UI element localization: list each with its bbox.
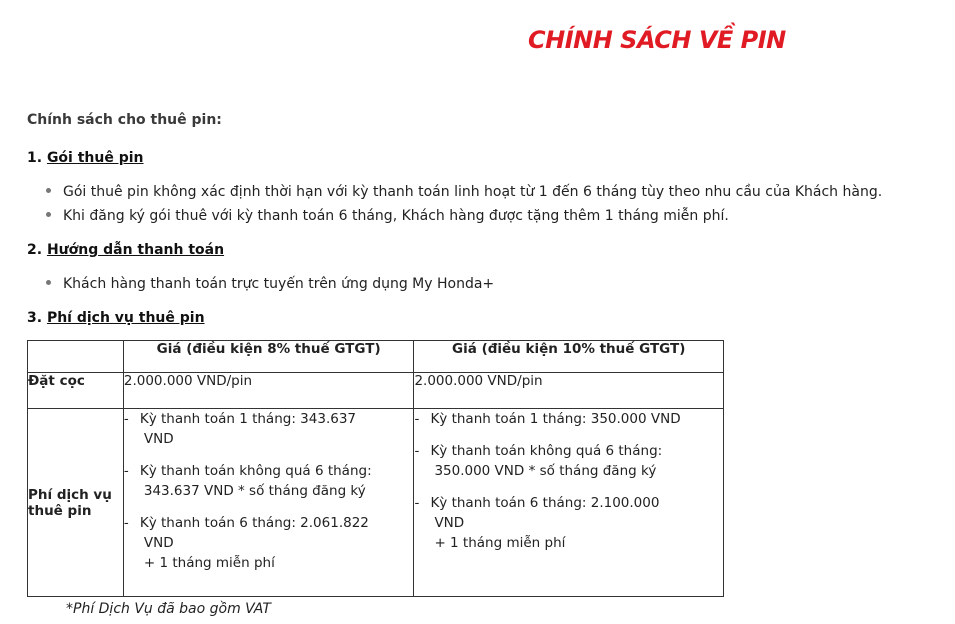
table-header-price-10: Giá (điều kiện 10% thuế GTGT) (414, 341, 724, 373)
fee-item-line1: Kỳ thanh toán 1 tháng: 343.637 (139, 411, 357, 427)
fee-item (414, 493, 723, 553)
fee-item-line1: Kỳ thanh toán không quá 6 tháng: (430, 443, 663, 459)
section-3-title: Phí dịch vụ thuê pin (46, 310, 205, 326)
fee-item (124, 513, 414, 573)
fee-item-line2: VND (434, 515, 465, 531)
fee-item-line2: 350.000 VND * số tháng đăng ký (434, 463, 657, 479)
service-fee-label-line2: thuê pin (28, 502, 92, 519)
fee-item-line3: + 1 tháng miễn phí (434, 535, 566, 551)
page-title: CHÍNH SÁCH VỀ PIN (528, 26, 786, 54)
table-header-price-8: Giá (điều kiện 8% thuế GTGT) (123, 341, 414, 373)
service-fee-label-line1: Phí dịch vụ (28, 486, 112, 503)
section-1-title: Gói thuê pin (46, 150, 144, 166)
dash-marker: - (414, 443, 420, 459)
bullet-text: Khách hàng thanh toán trực tuyến trên ứng dụng My Honda+ (63, 276, 495, 292)
fee-item (124, 461, 414, 501)
fee-item-line1: Kỳ thanh toán 6 tháng: 2.061.822 (139, 515, 369, 531)
list-item (46, 208, 729, 224)
section-2-number: 2. (27, 242, 43, 258)
fee-item-line2: VND (143, 535, 174, 551)
dash-marker: - (414, 495, 420, 511)
service-fee-price-8 (123, 409, 414, 597)
fee-item-line2: 343.637 VND * số tháng đăng ký (143, 483, 366, 499)
deposit-price-8: 2.000.000 VND/pin (123, 373, 414, 409)
section-1-heading (27, 150, 144, 166)
list-item (46, 184, 882, 200)
fee-table (27, 340, 724, 597)
fee-item (414, 441, 723, 481)
bullet-dot-icon (46, 212, 51, 217)
fee-item-line2: VND (143, 431, 174, 447)
service-fee-label (28, 409, 124, 597)
dash-marker: - (123, 463, 129, 479)
fee-item-line1: Kỳ thanh toán 6 tháng: 2.100.000 (430, 495, 660, 511)
fee-item (414, 409, 723, 429)
table-header-empty (28, 341, 124, 373)
bullet-dot-icon (46, 188, 51, 193)
fee-item-line1: Kỳ thanh toán không quá 6 tháng: (139, 463, 372, 479)
list-item (46, 276, 494, 292)
table-row (28, 373, 724, 409)
service-fee-price-10 (414, 409, 724, 597)
deposit-label: Đặt cọc (28, 373, 124, 409)
bullet-text: Khi đăng ký gói thuê với kỳ thanh toán 6 tháng, Khách hàng được tặng thêm 1 tháng miễn phí. (63, 208, 729, 224)
fee-item (124, 409, 414, 449)
dash-marker: - (123, 411, 129, 427)
section-2-title: Hướng dẫn thanh toán (46, 242, 225, 258)
section-3-number: 3. (27, 310, 43, 326)
table-header-row (28, 341, 724, 373)
fee-item-line1: Kỳ thanh toán 1 tháng: 350.000 VND (430, 411, 681, 427)
dash-marker: - (414, 411, 420, 427)
intro-heading: Chính sách cho thuê pin: (27, 112, 222, 128)
bullet-dot-icon (46, 280, 51, 285)
fee-item-line3: + 1 tháng miễn phí (143, 555, 275, 571)
deposit-price-10: 2.000.000 VND/pin (414, 373, 724, 409)
section-1-number: 1. (27, 150, 43, 166)
section-2-heading (27, 242, 224, 258)
table-row (28, 409, 724, 597)
footnote: *Phí Dịch Vụ đã bao gồm VAT (66, 601, 271, 617)
dash-marker: - (123, 515, 129, 531)
section-3-heading (27, 310, 205, 326)
bullet-text: Gói thuê pin không xác định thời hạn với kỳ thanh toán linh hoạt từ 1 đến 6 tháng tùy theo nhu cầu của Khách hàng. (63, 184, 883, 200)
